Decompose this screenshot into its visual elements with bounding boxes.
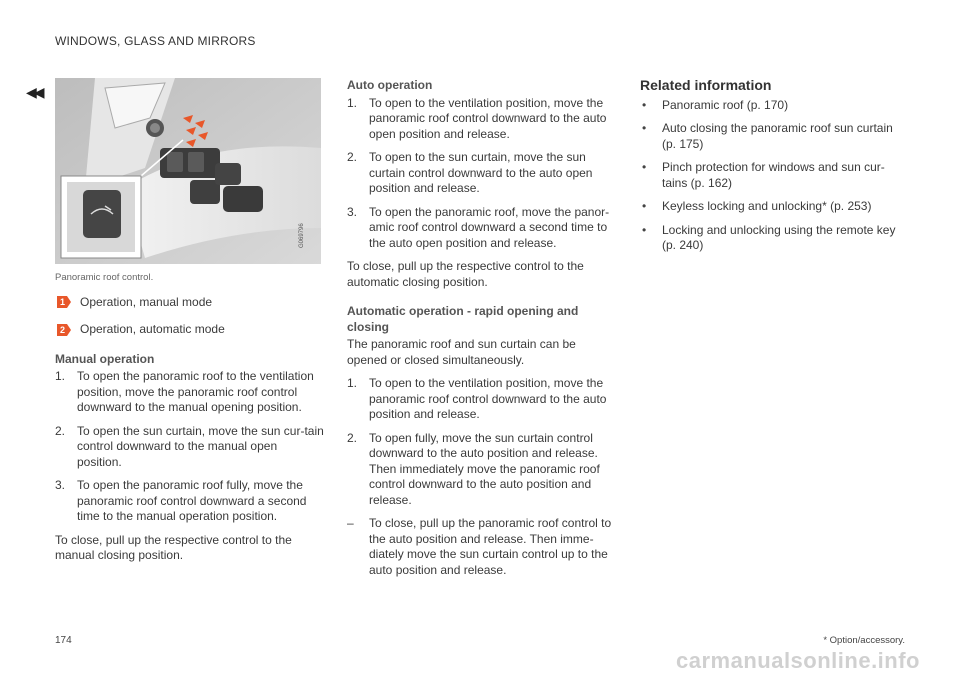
step-number: 1.	[55, 369, 66, 383]
step-text: To open fully, move the sun curtain control downward to the auto position and release. Then immediately move the panoramic roof control downward to the auto position and release.	[369, 430, 600, 507]
list-item	[347, 150, 615, 197]
step-text: To open the panoramic roof, move the panor-amic roof control downward a second time to the auto open position and release.	[369, 204, 610, 250]
step-text: To open to the ventilation position, move the panoramic roof control downward to the auto position and release.	[369, 376, 607, 421]
list-item	[55, 369, 325, 416]
watermark: carmanualsonline.info	[676, 648, 920, 673]
section-title: WINDOWS, GLASS AND MIRRORS	[55, 34, 256, 48]
related-links-list	[640, 98, 910, 254]
rapid-steps-list	[347, 376, 615, 508]
column-middle	[347, 78, 615, 578]
related-link[interactable]: • Panoramic roof (p. 170)	[640, 98, 910, 114]
column-right	[640, 78, 910, 262]
step-number: 2.	[347, 150, 358, 164]
manual-operation-heading: Manual operation	[55, 351, 155, 366]
page-number: 174	[55, 635, 72, 646]
step-number: 2.	[55, 423, 66, 438]
step-number: 1.	[347, 376, 358, 390]
related-information-heading: Related information	[640, 77, 772, 93]
callout-badge-icon	[57, 324, 71, 336]
legend-number: 2	[60, 324, 66, 335]
figure-caption: Panoramic roof control.	[55, 272, 154, 283]
dash-marker: –	[347, 516, 354, 530]
legend-number: 1	[60, 297, 66, 308]
auto-steps-list	[347, 96, 615, 252]
related-link[interactable]: • Locking and unlocking using the remote key (p. 240)	[640, 223, 910, 254]
legend-label: Operation, manual mode	[80, 294, 213, 309]
image-code: G069796	[299, 223, 305, 248]
list-item	[55, 478, 325, 525]
list-item	[347, 431, 615, 509]
related-link[interactable]: • Auto closing the panoramic roof sun curtain (p. 175)	[640, 121, 910, 152]
list-item	[55, 424, 325, 471]
step-number: 3.	[347, 204, 358, 219]
manual-closing-text: To close, pull up the respective control to the manual closing position.	[55, 532, 292, 562]
list-item	[347, 96, 615, 143]
rapid-operation-heading: Automatic operation - rapid opening and closing	[347, 304, 579, 334]
list-item	[347, 205, 615, 252]
step-text: To open the panoramic roof fully, move the panoramic roof control downward a second time to the manual operation position.	[77, 478, 307, 523]
step-text: To open to the sun curtain, move the sun curtain control downward to the auto open position and release.	[369, 150, 593, 195]
auto-closing-text: To close, pull up the respective control to the automatic closing position.	[347, 259, 584, 289]
rapid-intro-text: The panoramic roof and sun curtain can be opened or closed simultaneously.	[347, 337, 576, 367]
door-panel-illustration	[55, 78, 321, 264]
related-link[interactable]: • Keyless locking and unlocking* (p. 253)	[640, 199, 910, 215]
legend-label: Operation, automatic mode	[80, 322, 225, 336]
step-text: To open the panoramic roof to the ventilation position, move the panoramic roof control downward to the manual opening position.	[77, 369, 314, 414]
step-number: 1.	[347, 95, 358, 110]
panoramic-roof-control-photo	[55, 78, 321, 264]
manual-steps-list	[55, 369, 325, 525]
step-number: 3.	[55, 478, 66, 492]
auto-operation-heading: Auto operation	[347, 78, 433, 92]
column-left	[55, 78, 325, 572]
rapid-close-instruction	[347, 516, 615, 578]
legend-item	[55, 322, 325, 338]
legend-item	[55, 295, 325, 311]
callout-badge-icon	[57, 296, 71, 308]
dash-text: To close, pull up the panoramic roof control to the auto position and release. Then imme-diately move the sun curtain control up to the auto position and release.	[369, 516, 612, 577]
list-item	[347, 376, 615, 423]
step-number: 2.	[347, 430, 358, 445]
back-arrow-icon[interactable]: ◀◀	[26, 84, 42, 100]
step-text: To open to the ventilation position, move the panoramic roof control downward to the auto open position and release.	[369, 95, 607, 141]
footnote: * Option/accessory.	[823, 635, 905, 646]
related-link[interactable]: • Pinch protection for windows and sun cur-tains (p. 162)	[640, 160, 910, 191]
step-text: To open the sun curtain, move the sun cur-tain control downward to the manual open position.	[77, 423, 324, 469]
